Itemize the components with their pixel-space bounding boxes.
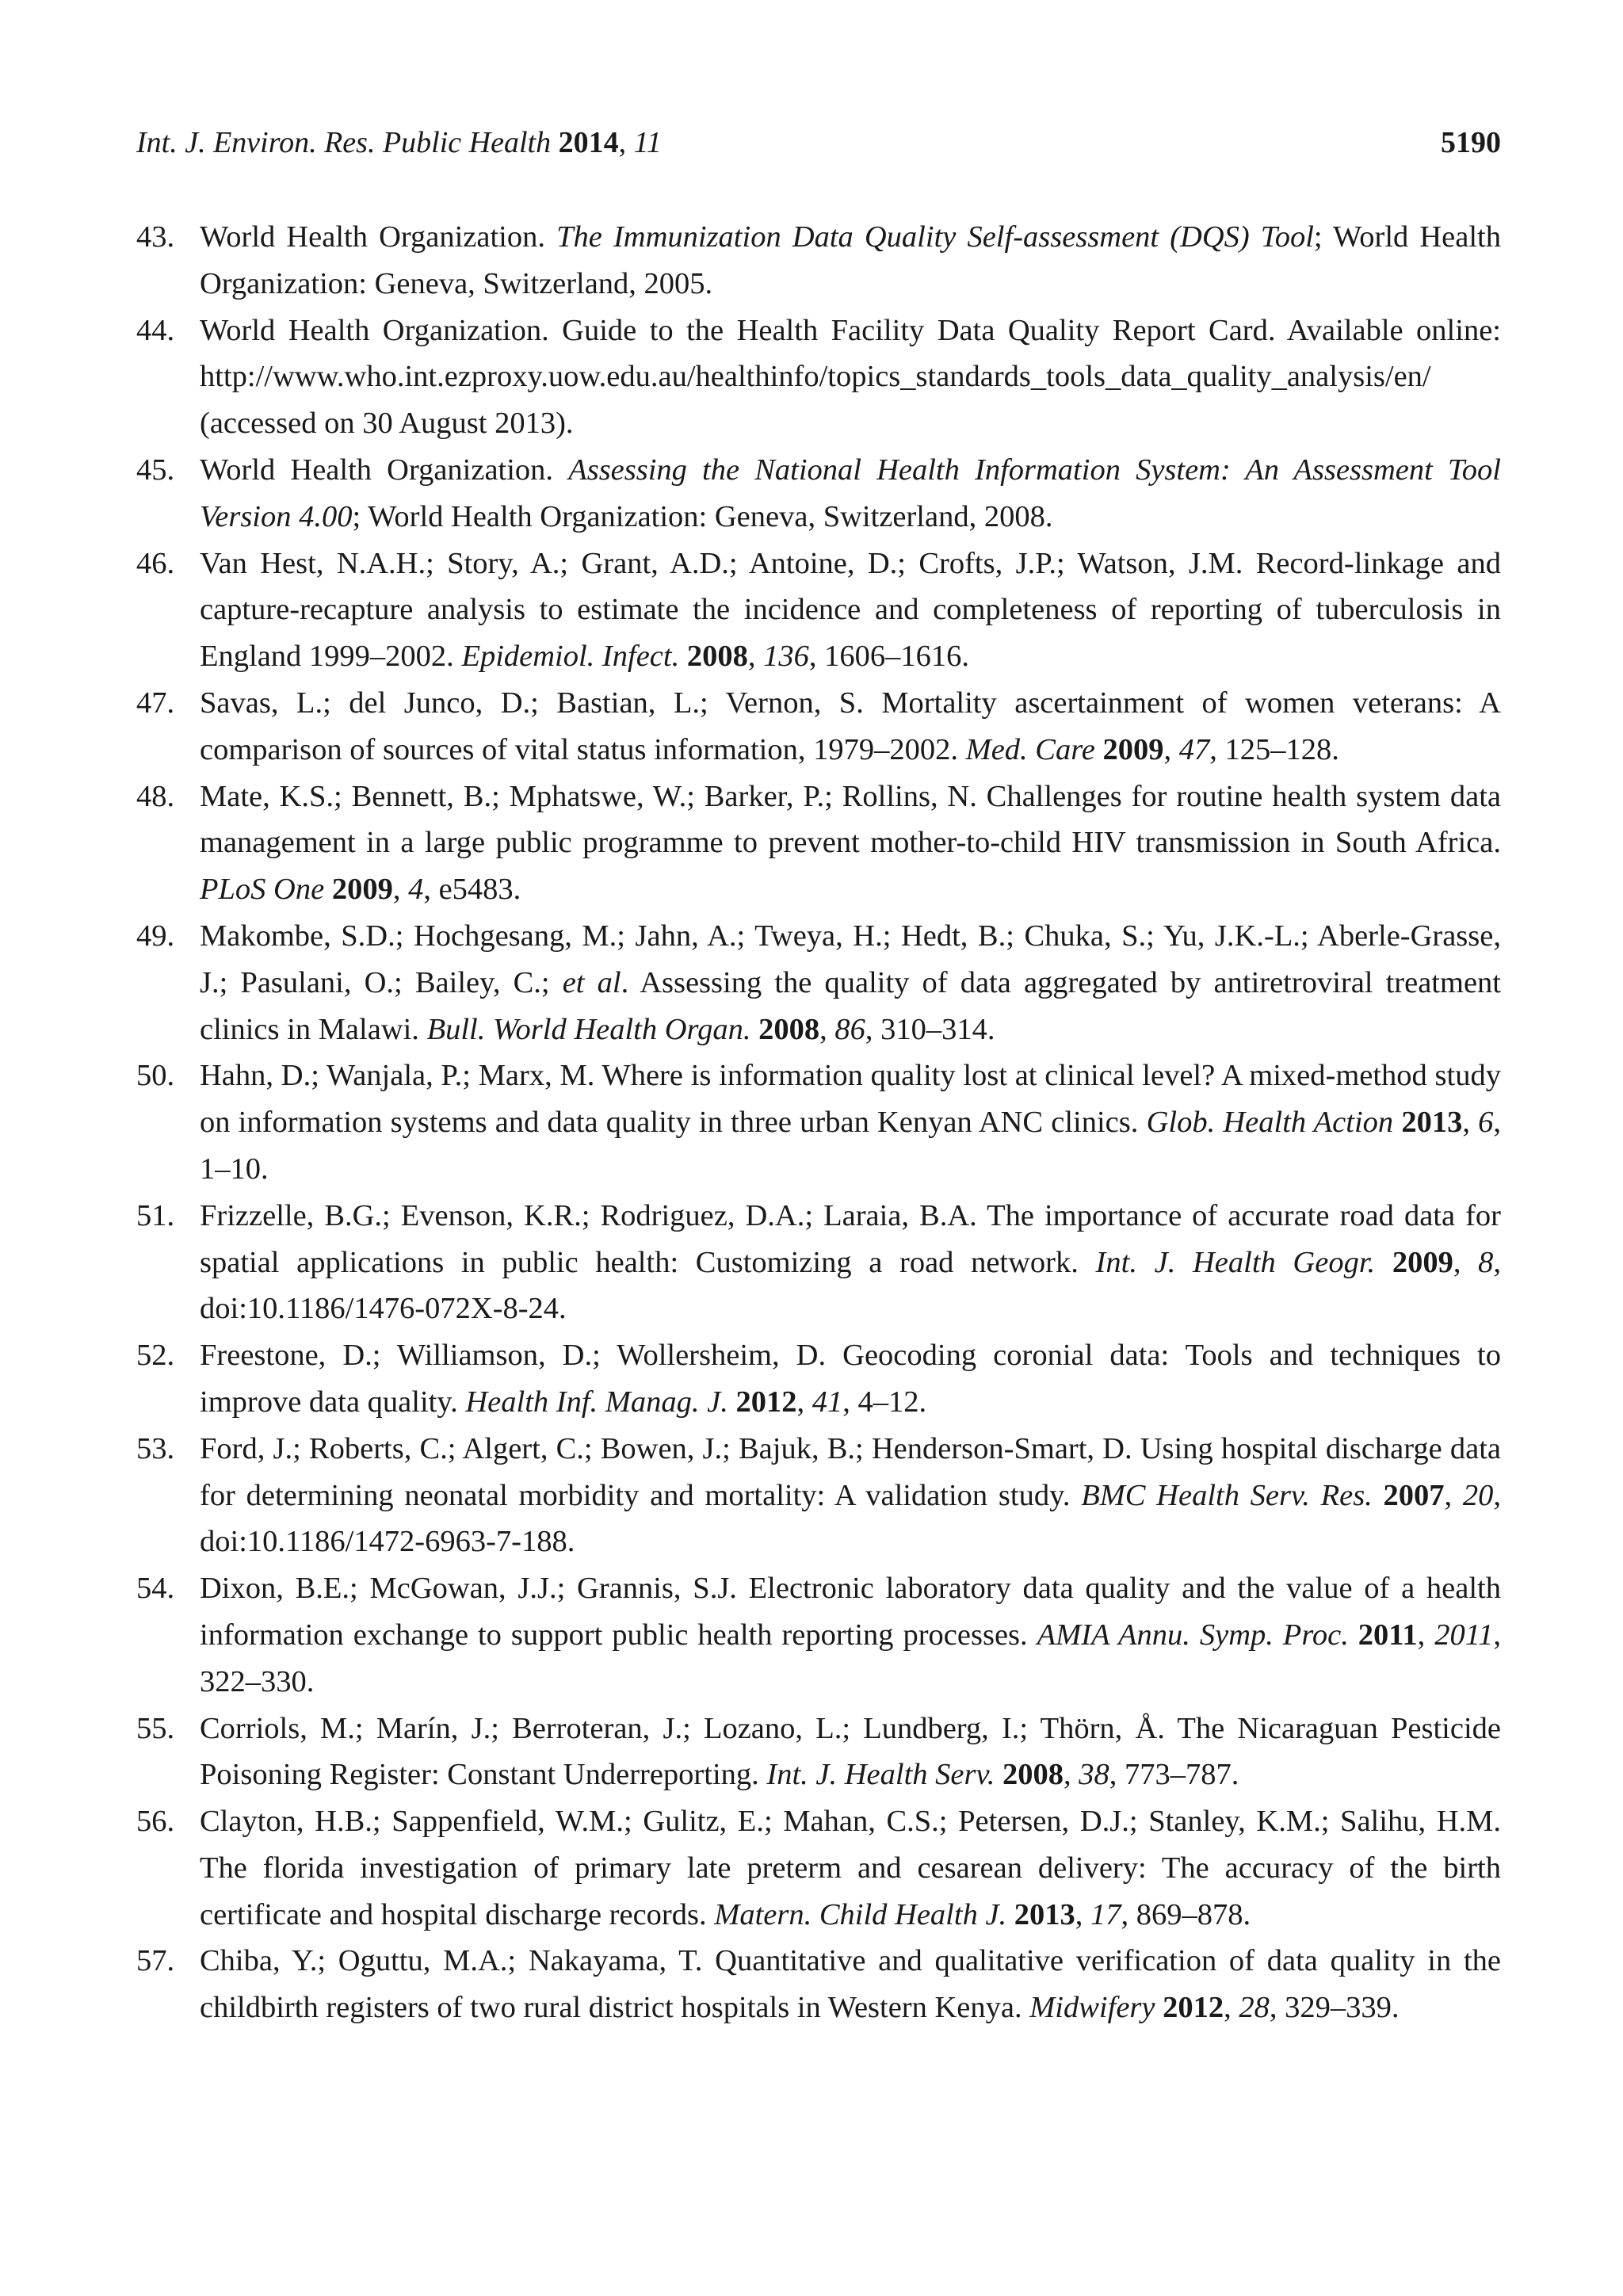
reference-segment: Mate, K.S.; Bennett, B.; Mphatswe, W.; Barker, P.; Rollins, N. Challenges for routine health system data management in a large public programme to prevent mother-to-child HIV transmission in South Africa.	[200, 779, 1501, 860]
reference-italic-segment: Int. J. Health Geogr.	[1095, 1245, 1376, 1279]
reference-item	[136, 1332, 1501, 1426]
reference-segment: Van Hest, N.A.H.; Story, A.; Grant, A.D.; Antoine, D.; Crofts, J.P.; Watson, J.M. Record-linkage and capture-recapture analysis to estimate the incidence and completeness of reporting of tuberculosis in England 1999–2002.	[200, 546, 1501, 674]
reference-bold-segment: 2009	[331, 873, 393, 907]
reference-segment: . Assessing the quality of data aggregated by antiretroviral treatment clinics in Malawi.	[200, 965, 1501, 1046]
reference-text	[200, 1798, 1501, 1938]
reference-segment: ,	[796, 1385, 812, 1419]
reference-segment	[1006, 1898, 1014, 1931]
journal-citation: Int. J. Environ. Res. Public Health 2014, 11	[136, 126, 662, 159]
reference-segment: World Health Organization.	[200, 220, 557, 254]
reference-text	[200, 1565, 1501, 1705]
reference-number: 55.	[136, 1711, 175, 1745]
reference-segment: , doi:10.1186/1472-6963-7-188.	[200, 1478, 1502, 1559]
reference-italic-segment: Bull. World Health Organ.	[426, 1012, 751, 1046]
reference-segment	[1155, 1991, 1163, 2024]
reference-segment: , e5483.	[423, 873, 521, 907]
reference-segment: ; World Health Organization: Geneva, Switzerland, 2005.	[200, 220, 1501, 300]
reference-segment	[1349, 1618, 1358, 1652]
reference-text	[200, 680, 1501, 774]
reference-italic-segment: 28	[1239, 1991, 1270, 2025]
reference-segment	[995, 1758, 1002, 1791]
reference-text	[200, 308, 1501, 447]
reference-italic-segment: Epidemiol. Infect.	[461, 640, 680, 674]
reference-text	[200, 1938, 1501, 2031]
reference-italic-segment: 17	[1090, 1897, 1121, 1931]
reference-italic-segment: PLoS One	[200, 873, 325, 907]
reference-segment: World Health Organization.	[200, 453, 569, 487]
reference-bold-segment: 2009	[1392, 1245, 1453, 1279]
reference-italic-segment: Glob. Health Action	[1146, 1106, 1394, 1140]
reference-segment	[728, 1385, 736, 1419]
reference-segment: , 4–12.	[842, 1385, 927, 1419]
reference-text	[200, 1426, 1501, 1565]
reference-segment: Makombe, S.D.; Hochgesang, M.; Jahn, A.; Tweya, H.; Hedt, B.; Chuka, S.; Yu, J.K.-L.; Aberle-Grasse, J.; Pasulani, O.; Bailey, C.;	[200, 919, 1501, 999]
reference-item	[136, 1938, 1501, 2031]
reference-italic-segment: et al	[562, 965, 621, 999]
reference-italic-segment: 8	[1478, 1245, 1494, 1279]
reference-item	[136, 1052, 1501, 1192]
reference-segment: Savas, L.; del Junco, D.; Bastian, L.; Vernon, S. Mortality ascertainment of women veterans: A comparison of sources of vital status information, 1979–2002.	[200, 686, 1501, 766]
reference-item	[136, 308, 1501, 447]
reference-segment: Clayton, H.B.; Sappenfield, W.M.; Gulitz, E.; Mahan, C.S.; Petersen, D.J.; Stanley, K.M.; Salihu, H.M. The florida investigation of primary late preterm and cesarean delivery: The accuracy of the birth certificate and hospital discharge records.	[200, 1805, 1501, 1931]
reference-segment: ,	[1163, 732, 1179, 766]
reference-italic-segment: 41	[812, 1385, 843, 1419]
reference-number: 52.	[136, 1339, 175, 1373]
reference-segment: ,	[1444, 1478, 1463, 1512]
reference-segment: , 125–128.	[1209, 732, 1339, 766]
reference-italic-segment: 4	[408, 873, 424, 907]
reference-italic-segment: 136	[763, 640, 809, 674]
reference-item	[136, 774, 1501, 913]
reference-italic-segment: 6	[1478, 1106, 1494, 1140]
reference-segment: Freestone, D.; Williamson, D.; Wollersheim, D. Geocoding coronial data: Tools and techniques to improve data quality.	[200, 1339, 1501, 1419]
reference-segment: , 310–314.	[865, 1012, 995, 1046]
reference-segment	[1375, 1246, 1392, 1279]
reference-number: 44.	[136, 313, 175, 347]
reference-italic-segment: AMIA Annu. Symp. Proc.	[1037, 1618, 1349, 1652]
reference-number: 53.	[136, 1431, 175, 1465]
reference-segment: , doi:10.1186/1476-072X-8-24.	[200, 1245, 1502, 1326]
reference-bold-segment: 2009	[1102, 732, 1164, 766]
reference-number: 43.	[136, 220, 175, 254]
reference-segment: ,	[1063, 1758, 1079, 1792]
journal-volume: 11	[633, 126, 662, 159]
journal-abbrev: Int. J. Environ. Res. Public Health	[136, 126, 552, 159]
reference-item	[136, 1426, 1501, 1565]
reference-text	[200, 214, 1501, 308]
reference-text	[200, 541, 1501, 680]
reference-segment	[750, 1013, 758, 1046]
reference-number: 46.	[136, 546, 175, 580]
reference-number: 57.	[136, 1944, 175, 1978]
reference-number: 54.	[136, 1572, 175, 1606]
reference-number: 45.	[136, 453, 175, 487]
reference-segment: ,	[1453, 1245, 1479, 1279]
reference-segment	[324, 873, 332, 906]
reference-number: 48.	[136, 779, 175, 813]
reference-segment: Corriols, M.; Marín, J.; Berroteran, J.; Lozano, L.; Lundberg, I.; Thörn, Å. The Nicaraguan Pesticide Poisoning Register: Constant Underreporting.	[200, 1711, 1501, 1792]
reference-bold-segment: 2008	[686, 640, 748, 674]
reference-item	[136, 1193, 1501, 1332]
reference-segment: World Health Organization. Guide to the Health Facility Data Quality Report Card. Available online: http://www.who.int.ezproxy.uow.edu.au/healthinfo/topics_standards_tools_data_quality_analysis/en/ (accessed on 30 August 2013).	[200, 313, 1501, 441]
page-number: 5190	[1441, 126, 1501, 159]
reference-segment: ; World Health Organization: Geneva, Switzerland, 2008.	[352, 499, 1053, 533]
reference-segment	[1393, 1106, 1401, 1139]
reference-italic-segment: Matern. Child Health J.	[714, 1897, 1007, 1931]
reference-italic-segment: The Immunization Data Quality Self-assessment (DQS) Tool	[556, 220, 1314, 254]
reference-italic-segment: 38	[1079, 1758, 1109, 1792]
reference-segment: , 1–10.	[200, 1106, 1502, 1186]
reference-number: 47.	[136, 686, 175, 720]
reference-text	[200, 1052, 1501, 1192]
reference-number: 51.	[136, 1198, 175, 1232]
reference-segment: ,	[1075, 1897, 1091, 1931]
reference-italic-segment: Int. J. Health Serv.	[766, 1758, 995, 1792]
reference-italic-segment: BMC Health Serv. Res.	[1081, 1478, 1373, 1512]
reference-bold-segment: 2008	[758, 1012, 820, 1046]
reference-bold-segment: 2007	[1383, 1478, 1445, 1512]
reference-segment: , 773–787.	[1109, 1758, 1239, 1792]
reference-number: 49.	[136, 919, 175, 953]
reference-segment: , 322–330.	[200, 1618, 1502, 1698]
reference-text	[200, 774, 1501, 913]
reference-bold-segment: 2013	[1401, 1106, 1463, 1140]
reference-number: 50.	[136, 1059, 175, 1093]
reference-segment: Dixon, B.E.; McGowan, J.J.; Grannis, S.J. Electronic laboratory data quality and the value of a health information exchange to support public health reporting processes.	[200, 1572, 1501, 1652]
reference-item	[136, 1706, 1501, 1799]
reference-segment	[1373, 1479, 1384, 1512]
reference-italic-segment: Midwifery	[1029, 1991, 1155, 2025]
reference-italic-segment: 86	[834, 1012, 865, 1046]
reference-italic-segment: 20	[1462, 1478, 1494, 1512]
reference-item	[136, 541, 1501, 680]
reference-italic-segment: 47	[1178, 732, 1210, 766]
reference-segment: Hahn, D.; Wanjala, P.; Marx, M. Where is information quality lost at clinical level? A mixed-method study on information systems and data quality in three urban Kenyan ANC clinics.	[200, 1059, 1501, 1140]
reference-bold-segment: 2012	[735, 1385, 797, 1419]
reference-item	[136, 214, 1501, 308]
reference-segment: Ford, J.; Roberts, C.; Algert, C.; Bowen, J.; Bajuk, B.; Henderson-Smart, D. Using hospital discharge data for determining neonatal morbidity and mortality: A validation study.	[200, 1431, 1501, 1512]
reference-bold-segment: 2012	[1163, 1991, 1224, 2025]
reference-bold-segment: 2013	[1014, 1897, 1075, 1931]
reference-bold-segment: 2008	[1002, 1758, 1064, 1792]
reference-segment: , 869–878.	[1121, 1897, 1251, 1931]
reference-italic-segment: Assessing the National Health Information System: An Assessment Tool Version 4.00	[200, 453, 1501, 533]
reference-segment: ,	[392, 873, 409, 907]
journal-year: 2014	[558, 126, 619, 159]
reference-italic-segment: Med. Care	[965, 732, 1095, 766]
reference-text	[200, 1706, 1501, 1799]
reference-segment: ,	[1417, 1618, 1435, 1652]
reference-item	[136, 680, 1501, 774]
reference-number: 56.	[136, 1805, 175, 1839]
reference-item	[136, 447, 1501, 541]
reference-text	[200, 1193, 1501, 1332]
reference-segment: , 329–339.	[1269, 1991, 1400, 2025]
reference-segment: Chiba, Y.; Oguttu, M.A.; Nakayama, T. Quantitative and qualitative verification of data quality in the childbirth registers of two rural district hospitals in Western Kenya.	[200, 1944, 1501, 2025]
reference-item	[136, 1798, 1501, 1938]
reference-segment: , 1606–1616.	[808, 640, 969, 674]
reference-item	[136, 1565, 1501, 1705]
reference-segment	[679, 640, 687, 673]
reference-segment: ,	[1224, 1991, 1239, 2025]
reference-segment: ,	[747, 640, 764, 674]
reference-text	[200, 913, 1501, 1052]
running-header	[136, 119, 1501, 166]
reference-bold-segment: 2011	[1358, 1618, 1418, 1652]
reference-italic-segment: 2011	[1434, 1618, 1494, 1652]
reference-list	[136, 214, 1501, 2031]
reference-text	[200, 447, 1501, 541]
reference-italic-segment: Health Inf. Manag. J.	[465, 1385, 728, 1419]
reference-segment: Frizzelle, B.G.; Evenson, K.R.; Rodriguez, D.A.; Laraia, B.A. The importance of accurate road data for spatial applications in public health: Customizing a road network.	[200, 1198, 1501, 1279]
reference-segment: ,	[1462, 1106, 1479, 1140]
reference-item	[136, 913, 1501, 1052]
reference-segment: ,	[819, 1012, 835, 1046]
reference-text	[200, 1332, 1501, 1426]
